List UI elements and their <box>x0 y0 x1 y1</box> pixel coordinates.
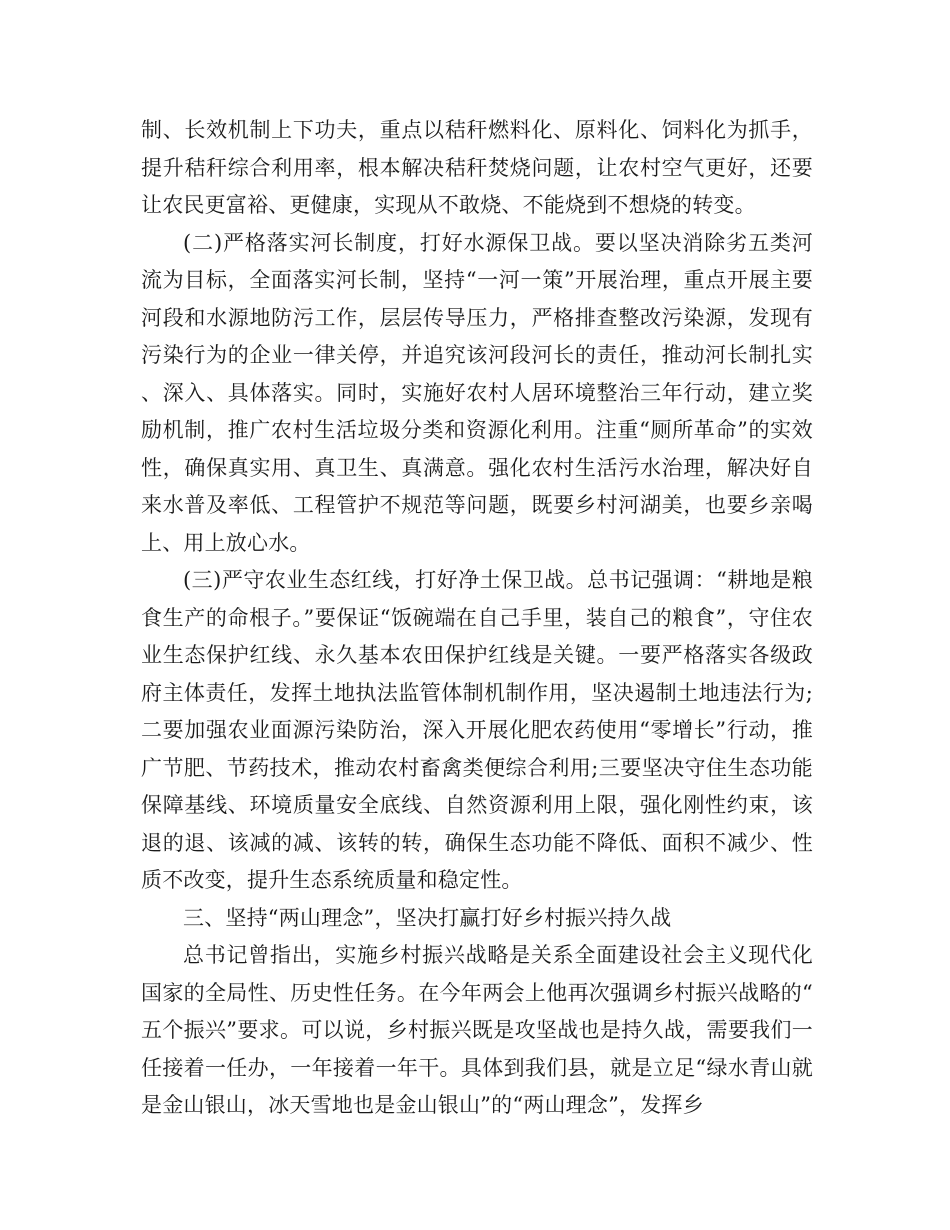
paragraph-straw-burning: 制、长效机制上下功夫，重点以秸秆燃料化、原料化、饲料化为抓手，提升秸秆综合利用率，根本解决秸秆焚烧问题，让农村空气更好，还要让农民更富裕、更健康，实现从不敢烧、不能烧到不想烧的转变。 <box>141 118 813 217</box>
paragraph-rural-revitalization: 总书记曾指出，实施乡村振兴战略是关系全面建设社会主义现代化国家的全局性、历史性任务。在今年两会上他再次强调乡村振兴战略的“五个振兴”要求。可以说，乡村振兴既是攻坚战也是持久战，需要我们一任接着一任办，一年接着一年干。具体到我们县，就是立足“绿水青山就是金山银山，冰天雪地也是金山银山”的“两山理念”，发挥乡 <box>141 943 813 1117</box>
paragraph-river-chief-system: (二)严格落实河长制度，打好水源保卫战。要以坚决消除劣五类河流为目标，全面落实河长制，坚持“一河一策”开展治理，重点开展主要河段和水源地防污工作，层层传导压力，严格排查整改污染源，发现有污染行为的企业一律关停，并追究该河段河长的责任，推动河长制扎实、深入、具体落实。同时，实施好农村人居环境整治三年行动，建立奖励机制，推广农村生活垃圾分类和资源化利用。注重“厕所革命”的实效性，确保真实用、真卫生、真满意。强化农村生活污水治理，解决好自来水普及率低、工程管护不规范等问题，既要乡村河湖美，也要乡亲喝上、用上放心水。 <box>141 230 813 555</box>
paragraph-agricultural-ecology: (三)严守农业生态红线，打好净土保卫战。总书记强调：“耕地是粮食生产的命根子。”要保证“饭碗端在自己手里，装自己的粮食”，守住农业生态保护红线、永久基本农田保护红线是关键。一要严格落实各级政府主体责任，发挥土地执法监管体制机制作用，坚决遏制土地违法行为;二要加强农业面源污染防治，深入开展化肥农药使用“零增长”行动，推广节肥、节药技术，推动农村畜禽类便综合利用;三要坚决守住生态功能保障基线、环境质量安全底线、自然资源利用上限，强化刚性约束，该退的退、该减的减、该转的转，确保生态功能不降低、面积不减少、性质不改变，提升生态系统质量和稳定性。 <box>141 568 813 892</box>
section-heading-rural-revitalization: 三、坚持“两山理念”，坚决打赢打好乡村振兴持久战 <box>183 905 672 930</box>
document-body <box>141 112 813 1125</box>
